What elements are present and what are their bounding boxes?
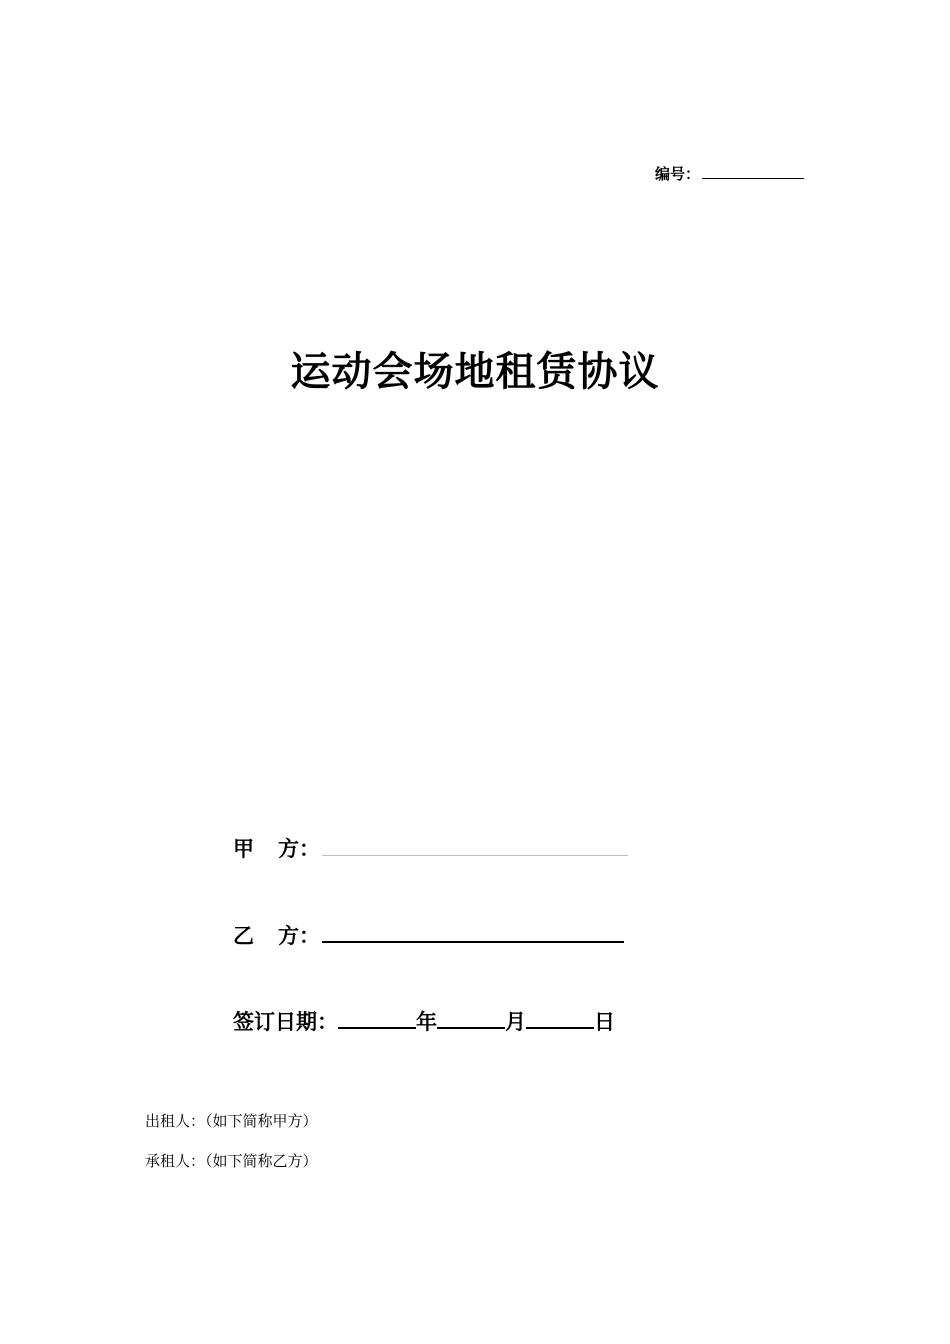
serial-label: 编号：	[655, 165, 701, 183]
party-a-line	[233, 833, 628, 863]
year-label: 年	[416, 1010, 437, 1034]
serial-blank-field[interactable]	[702, 164, 804, 179]
party-b-blank-field[interactable]	[322, 923, 624, 943]
month-label: 月	[505, 1010, 526, 1034]
party-b-char2: 方：	[278, 924, 320, 948]
party-a-char1: 甲	[233, 837, 254, 861]
signing-date-line	[233, 1006, 615, 1036]
signing-date-label: 签订日期：	[233, 1010, 338, 1034]
party-b-char1: 乙	[233, 924, 254, 948]
lessor-line: 出租人：（如下简称甲方）	[145, 1112, 318, 1130]
day-label: 日	[594, 1010, 615, 1034]
lessee-line: 承租人：（如下简称乙方）	[145, 1152, 318, 1170]
month-blank-field[interactable]	[437, 1009, 505, 1029]
serial-number	[655, 163, 804, 184]
day-blank-field[interactable]	[526, 1009, 594, 1029]
year-blank-field[interactable]	[338, 1009, 416, 1029]
document-title: 运动会场地租赁协议	[290, 349, 660, 395]
party-b-line	[233, 920, 624, 950]
party-a-char2: 方：	[278, 837, 320, 861]
party-a-blank-field[interactable]	[322, 837, 628, 856]
